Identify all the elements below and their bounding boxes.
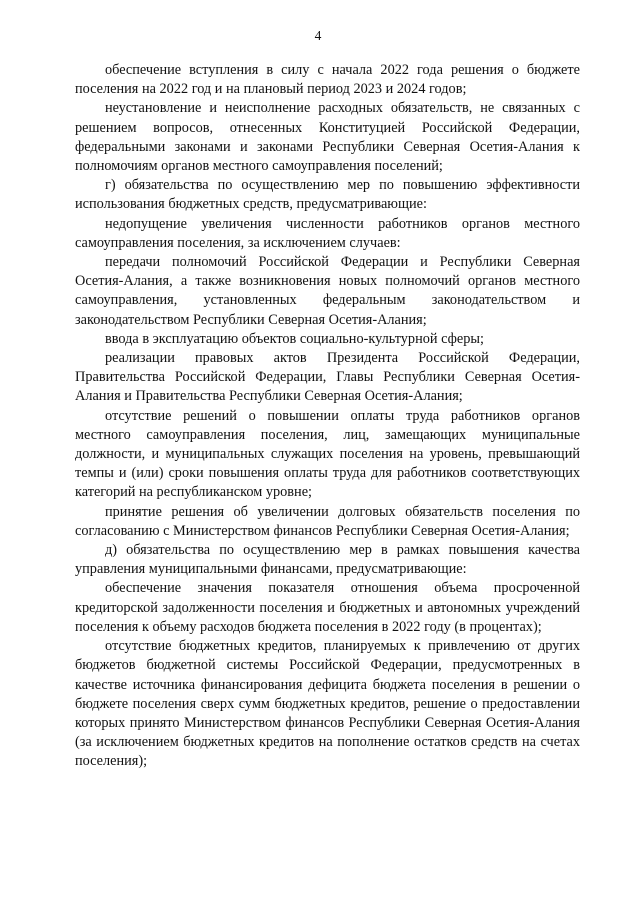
paragraph: отсутствие бюджетных кредитов, планируемых к привлечению от других бюджетов бюджетной системы Российской Федерации, предусмотренных в качестве источника финансирования дефицита бюджета поселения в решении о бюджете поселения сверх сумм бюджетных кредитов, решение о предоставлении которых принято Министерством финансов Республики Северная Осетия-Алания (за исключением бюджетных кредитов на пополнение остатков средств на счетах поселения); (75, 638, 580, 770)
page-number: 4 (314, 28, 322, 43)
paragraph: обеспечение значения показателя отношения объема просроченной кредиторской задолженности поселения и бюджетных и автономных учреждений поселения к объему расходов бюджета поселения в 2022 году (в процентах); (75, 580, 580, 635)
paragraph: недопущение увеличения численности работников органов местного самоуправления поселения, за исключением случаев: (75, 215, 580, 251)
paragraph: отсутствие решений о повышении оплаты труда работников органов местного самоуправления поселения, лиц, замещающих муниципальные должности, и муниципальных служащих поселения на уровень, превышающий темпы и (или) сроки повышения оплаты труда для работников соответствующих категорий на республиканском уровне; (75, 407, 580, 501)
paragraph: обеспечение вступления в силу с начала 2022 года решения о бюджете поселения на 2022 год и на плановый период 2023 и 2024 годов; (75, 62, 580, 98)
paragraph: реализации правовых актов Президента Российской Федерации, Правительства Российской Федерации, Главы Республики Северная Осетия-Алания и Правительства Республики Северная Осетия-Алания; (75, 350, 580, 405)
paragraph: неустановление и неисполнение расходных обязательств, не связанных с решением вопросов, отнесенных Конституцией Российской Федерации, федеральными законами и законами Республики Северная Осетия-Алания к полномочиям органов местного самоуправления поселений; (75, 100, 580, 175)
paragraph: принятие решения об увеличении долговых обязательств поселения по согласованию с Министерством финансов Республики Северная Осетия-Алания; (75, 503, 580, 539)
document-body (75, 61, 580, 772)
paragraph: ввода в эксплуатацию объектов социально-культурной сферы; (105, 330, 484, 347)
paragraph: д) обязательства по осуществлению мер в рамках повышения качества управления муниципальными финансами, предусматривающие: (75, 542, 580, 578)
paragraph: г) обязательства по осуществлению мер по повышению эффективности использования бюджетных средств, предусматривающие: (75, 177, 580, 213)
paragraph: передачи полномочий Российской Федерации и Республики Северная Осетия-Алания, а также возникновения новых полномочий органов местного самоуправления, установленных федеральным законодательством и законодательством Республики Северная Осетия-Алания; (75, 254, 580, 328)
